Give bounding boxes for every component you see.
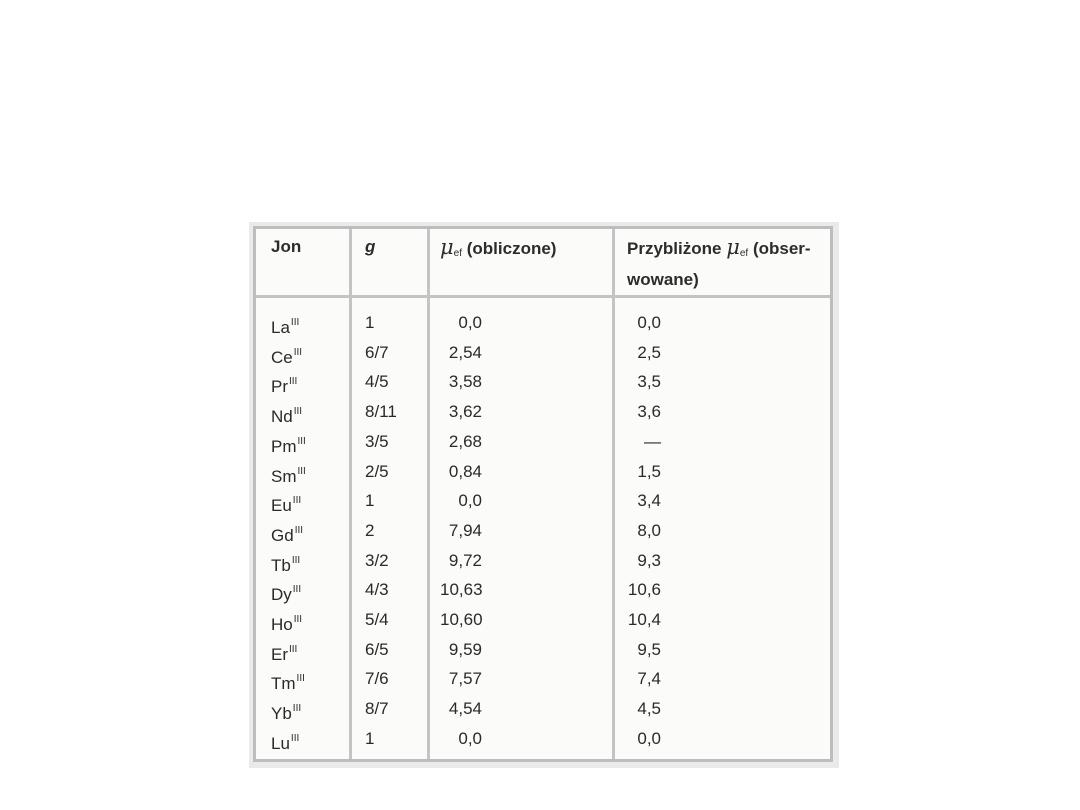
oxidation-state: III — [289, 643, 298, 655]
calc-cell: 10,60 — [440, 610, 483, 629]
g-cell: 6/5 — [365, 639, 389, 659]
ion-symbol: Tb — [271, 555, 291, 575]
header-calc-label: (obliczone) — [466, 239, 557, 258]
table-row — [256, 457, 830, 487]
mu-subscript: ef — [453, 248, 462, 259]
calc-cell: 9,72 — [448, 550, 482, 570]
ion-symbol: Er — [271, 644, 288, 664]
table-row — [256, 397, 830, 427]
obs-cell: 8,0 — [637, 520, 661, 540]
ion-symbol: La — [271, 318, 290, 337]
calc-cell: 3,58 — [448, 372, 482, 392]
header-g — [365, 234, 375, 260]
oxidation-state: III — [290, 732, 300, 744]
obs-cell: 9,3 — [637, 550, 661, 570]
oxidation-state: III — [292, 495, 302, 507]
g-cell: 6/7 — [365, 342, 389, 362]
ion-symbol: Pr — [271, 377, 288, 397]
obs-cell: 3,6 — [637, 402, 661, 422]
calc-cell: 0,0 — [458, 728, 482, 748]
ion-cell — [271, 724, 299, 759]
calc-cell: 7,57 — [448, 669, 482, 689]
g-cell: 2 — [365, 520, 375, 540]
calc-cell: 2,54 — [448, 342, 482, 362]
header-divider — [256, 295, 830, 298]
table-row — [256, 486, 830, 516]
header-g-label: g — [365, 237, 376, 256]
g-cell: 3/2 — [365, 550, 389, 570]
table-row — [256, 516, 830, 546]
oxidation-state: III — [297, 435, 306, 447]
ion-symbol: Eu — [271, 496, 292, 516]
ion-symbol: Sm — [271, 466, 297, 486]
oxidation-state: III — [293, 614, 303, 625]
table-row — [256, 635, 830, 665]
header-obs-prefix: Przybliżone — [627, 239, 722, 258]
scanned-table-image — [249, 222, 839, 768]
obs-cell: 1,5 — [637, 461, 661, 481]
header-mu-observed — [627, 234, 811, 293]
obs-cell: 10,6 — [627, 580, 661, 600]
ion-symbol: Pm — [271, 436, 297, 456]
oxidation-state: III — [291, 554, 301, 566]
oxidation-state: III — [289, 376, 298, 388]
table-row — [256, 724, 830, 754]
header-obs-line2: wowane) — [627, 270, 699, 289]
g-cell: 4/3 — [365, 580, 389, 600]
obs-cell: 10,4 — [627, 610, 661, 629]
table-row — [256, 575, 830, 605]
table-row — [256, 546, 830, 576]
calc-cell: 2,68 — [448, 431, 482, 451]
g-cell: 1 — [365, 313, 375, 332]
calc-cell: 9,59 — [448, 639, 482, 659]
g-cell: 1 — [365, 728, 375, 748]
table-row — [256, 664, 830, 694]
table-row — [256, 367, 830, 397]
obs-cell: 2,5 — [637, 342, 661, 362]
ion-symbol: Nd — [271, 407, 293, 427]
header-ion: Jon — [271, 237, 302, 256]
table-row — [256, 338, 830, 368]
obs-cell: — — [644, 431, 661, 451]
mu-symbol: μ — [726, 235, 740, 259]
obs-cell: 3,5 — [637, 372, 661, 392]
ion-symbol: Ce — [271, 347, 293, 367]
header-obs-line1 — [627, 234, 811, 267]
calc-cell: 0,0 — [458, 491, 482, 511]
obs-cell: 0,0 — [637, 313, 661, 332]
oxidation-state: III — [297, 465, 306, 477]
calc-cell: 10,63 — [440, 580, 483, 600]
oxidation-state: III — [293, 406, 303, 418]
g-cell: 4/5 — [365, 372, 389, 392]
oxidation-state: III — [294, 524, 304, 536]
oxidation-state: III — [292, 584, 302, 596]
calc-cell: 0,0 — [458, 313, 482, 332]
ion-symbol: Ho — [271, 615, 293, 634]
table-row — [256, 605, 830, 635]
oxidation-state: III — [292, 703, 302, 715]
ion-symbol: Yb — [271, 704, 292, 724]
oxidation-state: III — [290, 317, 300, 328]
ion-symbol: Dy — [271, 585, 292, 605]
g-cell: 3/5 — [365, 431, 389, 451]
header-mu-calculated — [440, 234, 556, 267]
oxidation-state: III — [293, 346, 303, 358]
data-table — [253, 226, 833, 762]
calc-cell: 0,84 — [448, 461, 482, 481]
g-cell: 8/7 — [365, 699, 389, 719]
table-row — [256, 308, 830, 338]
obs-cell: 9,5 — [637, 639, 661, 659]
obs-cell: 0,0 — [637, 728, 661, 748]
calc-cell: 7,94 — [448, 520, 482, 540]
g-cell: 7/6 — [365, 669, 389, 689]
obs-cell: 3,4 — [637, 491, 661, 511]
ion-symbol: Tm — [271, 674, 296, 694]
ion-symbol: Gd — [271, 525, 294, 545]
g-cell: 8/11 — [365, 402, 397, 422]
calc-cell: 3,62 — [448, 402, 482, 422]
g-cell: 1 — [365, 491, 375, 511]
header-obs-suffix: (obser- — [752, 239, 811, 258]
ion-symbol: Lu — [271, 733, 290, 753]
oxidation-state: III — [296, 673, 305, 685]
g-cell: 5/4 — [365, 610, 389, 629]
obs-cell: 7,4 — [637, 669, 661, 689]
obs-cell: 4,5 — [637, 699, 661, 719]
g-cell: 2/5 — [365, 461, 389, 481]
calc-cell: 4,54 — [448, 699, 482, 719]
mu-subscript: ef — [739, 248, 749, 259]
table-row — [256, 427, 830, 457]
table-row — [256, 694, 830, 724]
mu-symbol: μ — [440, 235, 454, 259]
